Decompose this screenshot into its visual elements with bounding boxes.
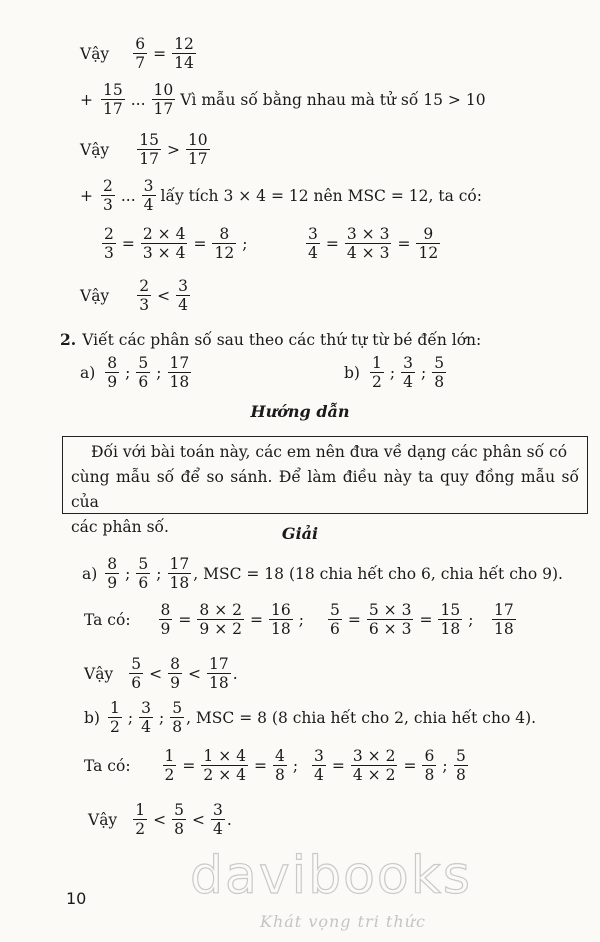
equals: =: [254, 756, 267, 775]
equals: =: [250, 610, 263, 629]
fraction: $\frac{3}{4}$: [403, 354, 413, 392]
fraction: $\frac{5}{8}$: [174, 801, 184, 839]
fraction: $\frac{17}{18}$: [169, 555, 190, 593]
separator: ;: [127, 708, 134, 727]
fraction: $\frac{5}{6}$: [138, 354, 149, 392]
fraction: $\frac{16}{18}$: [271, 601, 291, 639]
fraction: $\frac{8}{12}$: [214, 225, 235, 263]
separator: ;: [156, 564, 162, 583]
solution-b-vay: [88, 802, 232, 838]
label-vay: Vậy: [80, 286, 110, 305]
fraction: $\frac{5}{8}$: [456, 747, 466, 785]
fraction: $\frac{8 \times 2}{9 \times 2}$: [199, 601, 242, 639]
fraction: $\frac{8}{9}$: [107, 354, 118, 392]
solution-a-conv-5-6: [326, 602, 477, 638]
fraction: $\frac{15}{17}$: [139, 131, 159, 169]
equals: =: [347, 610, 361, 629]
fraction: $\frac{1}{2}$: [164, 747, 175, 785]
equals: =: [178, 610, 192, 629]
fraction: $\frac{5 \times 3}{6 \times 3}$: [368, 601, 412, 639]
question-text: Viết các phân số sau theo các thứ tự từ bé đến lớn:: [82, 330, 482, 349]
fraction: $\frac{5}{6}$: [330, 601, 340, 639]
fraction: $\frac{10}{17}$: [153, 81, 174, 119]
question-2a: [80, 355, 193, 391]
fraction: $\frac{2}{3}$: [139, 277, 150, 315]
fraction: $\frac{15}{18}$: [440, 601, 461, 639]
line-vay-15-17: [80, 132, 212, 168]
separator: ;: [242, 234, 248, 253]
explanation-text: Vì mẫu số bằng nhau mà tử số 15 > 10: [180, 90, 486, 109]
line-conversion-3-4: [304, 226, 442, 262]
less-than: <: [153, 810, 167, 829]
equals: =: [419, 610, 433, 629]
less-than: <: [187, 664, 201, 683]
hint-line-2: cùng mẫu số để so sánh. Để làm điều này ta quy đồng mẫu số của: [71, 468, 579, 511]
fraction: $\frac{8}{9}$: [170, 655, 180, 693]
section-title-giai: Giải: [281, 524, 319, 543]
solution-b-conv-3-4: [310, 748, 452, 784]
separator: ;: [298, 610, 304, 629]
label-vay: Vậy: [88, 810, 118, 829]
solution-b-header: [84, 700, 536, 736]
explanation-text: lấy tích 3 × 4 = 12 nên MSC = 12, ta có:: [160, 186, 482, 205]
separator: ;: [156, 363, 162, 382]
fraction: $\frac{5}{8}$: [172, 699, 183, 737]
less-than: <: [157, 286, 171, 305]
fraction: $\frac{17}{18}$: [208, 655, 229, 693]
equals: =: [121, 234, 135, 253]
separator: ;: [292, 756, 299, 775]
separator: ;: [442, 756, 448, 775]
separator: ;: [158, 708, 165, 727]
fraction: $\frac{1 \times 4}{2 \times 4}$: [203, 747, 246, 785]
dots: ...: [130, 90, 146, 109]
equals: =: [182, 756, 196, 775]
less-than: <: [191, 810, 205, 829]
fraction: $\frac{3 \times 2}{4 \times 2}$: [352, 747, 396, 785]
section-title-huong-dan: Hướng dẫn: [250, 402, 350, 421]
fraction: $\frac{1}{2}$: [135, 801, 146, 839]
part-label: a): [80, 363, 96, 382]
equals: =: [153, 44, 167, 63]
fraction: $\frac{3}{4}$: [178, 277, 188, 315]
label-ta-co: Ta có:: [84, 610, 131, 629]
fraction: $\frac{3}{4}$: [143, 177, 154, 215]
equals: =: [193, 234, 207, 253]
fraction: $\frac{15}{17}$: [103, 81, 123, 119]
fraction: $\frac{9}{12}$: [418, 225, 439, 263]
part-label: a): [82, 564, 98, 583]
fraction: $\frac{5}{8}$: [434, 354, 445, 392]
fraction: $\frac{6}{7}$: [135, 35, 146, 73]
watermark-slogan: Khát vọng tri thức: [260, 912, 426, 931]
bullet-plus: +: [80, 90, 93, 109]
fraction: $\frac{2}{3}$: [103, 177, 113, 215]
line-vay-6-7: [80, 36, 198, 72]
equals: =: [325, 234, 339, 253]
fraction: $\frac{8}{9}$: [107, 555, 118, 593]
part-label: b): [344, 363, 360, 382]
fraction: $\frac{4}{8}$: [275, 747, 285, 785]
period: .: [232, 664, 238, 683]
solution-b-taco: [84, 748, 302, 784]
question-number: 2.: [60, 330, 77, 349]
fraction: $\frac{1}{2}$: [109, 699, 120, 737]
line-2-3-compare: [80, 178, 485, 214]
fraction: $\frac{3}{4}$: [314, 747, 324, 785]
fraction: $\frac{17}{18}$: [494, 601, 514, 639]
equals: =: [397, 234, 411, 253]
line-conversion-2-3: [100, 226, 251, 262]
fraction: $\frac{5}{6}$: [138, 555, 149, 593]
solution-a-taco: [84, 602, 308, 638]
part-label: b): [84, 708, 100, 727]
greater-than: >: [166, 140, 180, 159]
dots: ...: [120, 186, 136, 205]
solution-a-17-18: [490, 602, 518, 638]
watermark-brand: davibooks: [190, 846, 472, 906]
solution-a-header: [82, 556, 563, 592]
fraction: $\frac{3 \times 3}{4 \times 3}$: [346, 225, 390, 263]
separator: ;: [125, 363, 131, 382]
label-vay: Vậy: [80, 44, 110, 63]
fraction: $\frac{3}{4}$: [212, 801, 223, 839]
fraction: $\frac{10}{17}$: [187, 131, 208, 169]
fraction: $\frac{8}{9}$: [160, 601, 171, 639]
separator: ;: [125, 564, 131, 583]
period: .: [226, 810, 232, 829]
fraction: $\frac{3}{4}$: [308, 225, 318, 263]
fraction: $\frac{3}{4}$: [141, 699, 151, 737]
label-vay: Vậy: [84, 664, 114, 683]
equals: =: [331, 756, 345, 775]
separator: ;: [420, 363, 427, 382]
line-15-17-compare: [80, 82, 489, 118]
label-ta-co: Ta có:: [84, 756, 131, 775]
solution-b-5-8: [452, 748, 470, 784]
fraction: $\frac{5}{6}$: [131, 655, 142, 693]
separator: ;: [389, 363, 396, 382]
bullet-plus: +: [80, 186, 93, 205]
fraction: $\frac{12}{14}$: [174, 35, 194, 73]
page-number: 10: [66, 889, 87, 908]
solution-a-vay: [84, 656, 238, 692]
question-2: [60, 330, 481, 349]
msc-text: , MSC = 18 (18 chia hết cho 6, chia hết cho 9).: [193, 564, 563, 583]
separator: ;: [468, 610, 474, 629]
fraction: $\frac{2}{3}$: [104, 225, 114, 263]
line-vay-2-3: [80, 278, 192, 314]
equals: =: [403, 756, 417, 775]
fraction: $\frac{17}{18}$: [169, 354, 190, 392]
hint-line-3: các phân số.: [71, 518, 169, 536]
label-vay: Vậy: [80, 140, 110, 159]
fraction: $\frac{6}{8}$: [424, 747, 435, 785]
less-than: <: [149, 664, 163, 683]
fraction: $\frac{1}{2}$: [371, 354, 382, 392]
msc-text: , MSC = 8 (8 chia hết cho 2, chia hết cho 4).: [186, 708, 537, 727]
fraction: $\frac{2 \times 4}{3 \times 4}$: [142, 225, 186, 263]
hint-line-1: Đối với bài toán này, các em nên đưa về dạng các phân số có: [91, 443, 568, 461]
question-2b: [344, 355, 448, 391]
